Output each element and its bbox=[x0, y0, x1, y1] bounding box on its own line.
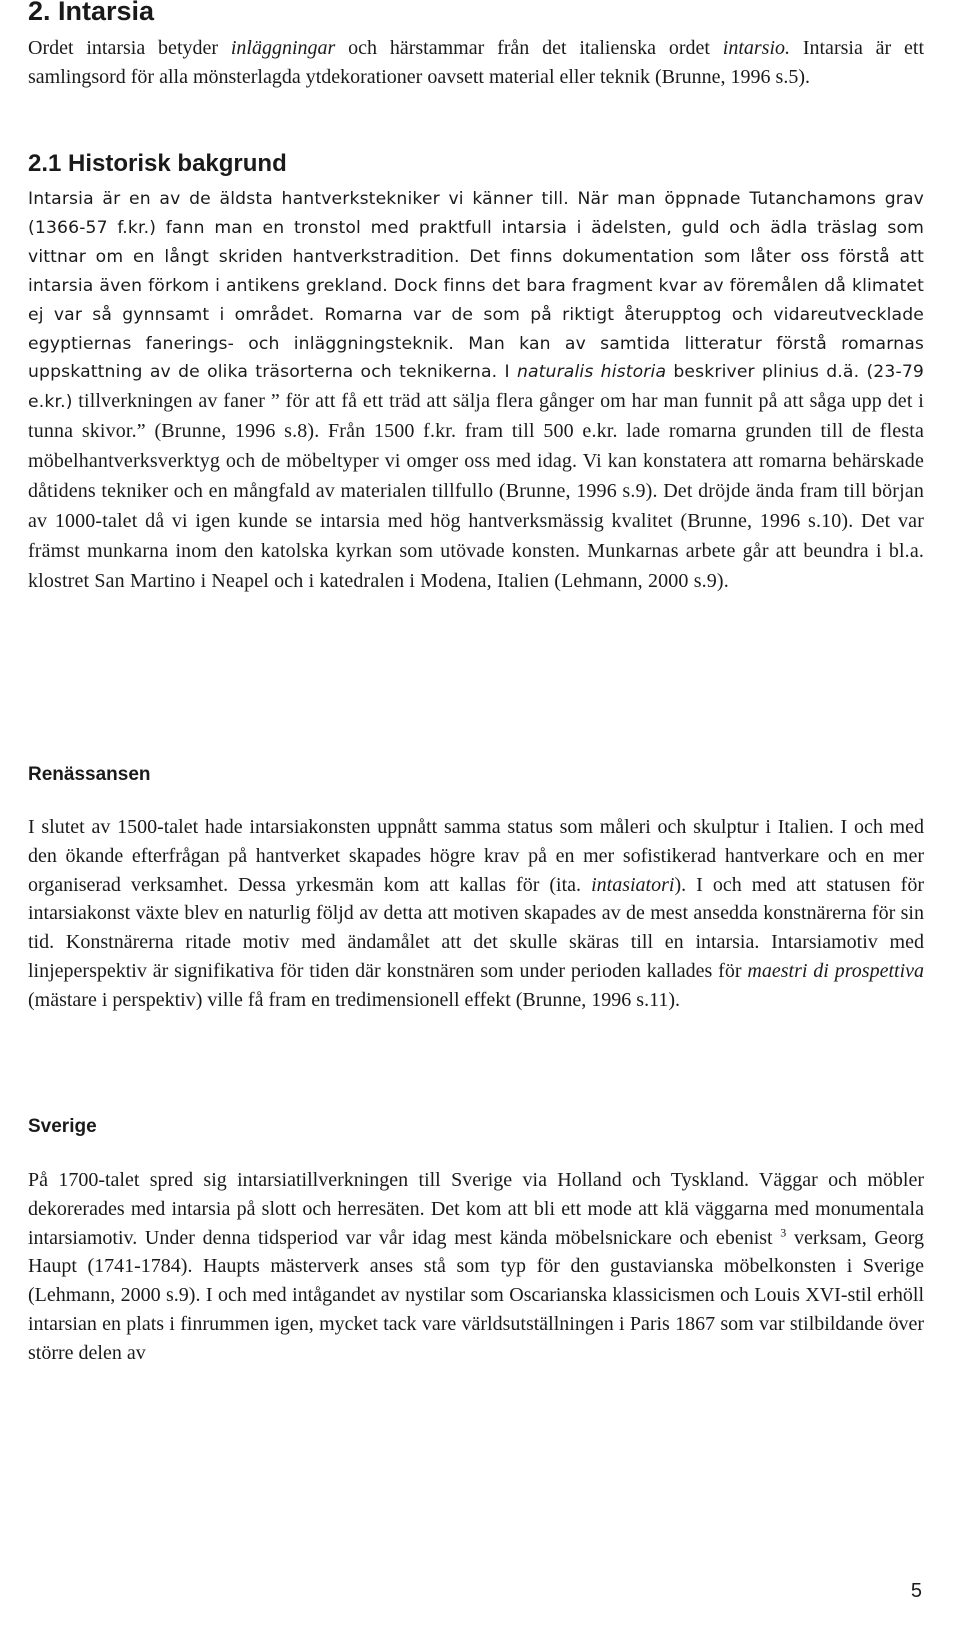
history-sans-text: Intarsia är en av de äldsta hantverkstekniker vi känner till. När man öppnade Tutanchamons grav (1366-57 f.kr.) fann man en tronstol med praktfull intarsia i ädelsten, guld och ädla träslag som vittnar om en långt skriden hantverkstradition. Det finns dokumentation som låter oss förstå att intarsia även förkom i antikens grekland. Dock finns det bara fragment kvar av föremålen då klimatet ej var så gynnsamt i området. bbox=[28, 189, 924, 325]
footnote-marker: 3 bbox=[780, 1224, 787, 1239]
intro-text-1: Ordet intarsia betyder bbox=[28, 37, 231, 59]
renassansen-heading: Renässansen bbox=[28, 764, 151, 785]
history-serif-text: tillverkningen av faner ” för att få ett träd att sälja flera gånger om har man funnit på att såga upp det i tunna skivor.” (Brunne, 1996 s.8). Från 1500 f.kr. fram till 500 e.kr. lade romarna grunden till de flesta möbelhantverksverktyg och de möbeltyper vi omger oss med idag. Vi kan konstatera att romarna behärskade dåtidens tekniker och en mångfald av materialen tillfullo (Brunne, 1996 s.9). Det dröjde ända fram till början av 1000-talet då vi igen kunde se intarsia med hög hantverksmässig kvalitet (Brunne, 1996 s.10). Det var främst munkarna inom den katolska kyrkan som utövade konsten. Munkarnas arbete går att beundra i bl.a. klostret San Martino i Neapel och i katedralen i Modena, Italien (Lehmann, 2000 s.9). bbox=[28, 390, 924, 592]
renassansen-paragraph bbox=[28, 813, 924, 1015]
renassansen-text-a: I slutet av 1500-talet hade intarsiakonsten uppnått samma status som måleri och skulptur i Italien. I och med den ökande efterfrågan på hantverket skapades högre krav på en mer sofistikerad hantverkare och en mer organiserad verksamhet. Dessa yrkesmän kom att kallas för (ita. bbox=[28, 816, 924, 896]
history-text-a: Romarna var de som på riktigt återupptog och vidareutvecklade egyptiernas fanerings- och inläggningsteknik. Man kan av samtida litteratur förstå romarnas uppskattning av de olika träsorterna och teknikerna. I bbox=[28, 304, 924, 383]
history-italic-naturalis: naturalis historia bbox=[516, 362, 667, 383]
renassansen-text-c: (mästare i perspektiv) ville få fram en tredimensionell effekt (Brunne, 1996 s.11). bbox=[28, 988, 681, 1011]
intro-text-2: och härstammar från det italienska ordet bbox=[335, 37, 723, 59]
section-heading: 2. Intarsia bbox=[28, 0, 155, 26]
renassansen-italic-maestri: maestri di prospettiva bbox=[747, 959, 924, 982]
sverige-text-a: På 1700-talet spred sig intarsiatillverkningen till Sverige via Holland och Tyskland. Väggar och möbler dekorerades med intarsia på slott och herresäten. Det kom att bli ett mode att klä väggarna med monumentala intarsiamotiv. Under denna tidsperiod var vår idag mest kända möbelsnickare och ebenist bbox=[28, 1169, 924, 1249]
sverige-paragraph bbox=[28, 1166, 924, 1368]
history-paragraph bbox=[28, 185, 924, 597]
subsection-heading: 2.1 Historisk bakgrund bbox=[28, 150, 287, 177]
intro-italic-intarsio: intarsio. bbox=[722, 37, 791, 59]
renassansen-italic-intasiatori: intasiatori bbox=[591, 873, 675, 896]
history-text-b: beskriver plinius d.ä. (23-79 e.kr.) bbox=[28, 362, 924, 413]
sverige-text-b: verksam, Georg Haupt (1741-1784). Haupts mästerverk anses stå som typ för den gustavianska möbelkonsten i Sverige (Lehmann, 2000 s.9). I och med intågandet av nystilar som Oscarianska klassicismen och Louis XVI-stil erhöll intarsian en plats i finrummen igen, mycket tack vare världsutställningen i Paris 1867 som var stilbildande över större delen av bbox=[28, 1226, 924, 1364]
page-number: 5 bbox=[910, 1580, 922, 1602]
intro-italic-inlaggningar: inläggningar bbox=[230, 37, 336, 59]
renassansen-text-b: ). I och med att statusen för intarsiakonst växte blev en naturlig följd av detta att motiven skapades av de mest ansedda konstnärerna för sin tid. Konstnärerna ritade motiv med ändamålet att det skulle skäras till en intarsia. Intarsiamotiv med linjeperspektiv är signifikativa för tiden där konstnären som under perioden kallades för bbox=[28, 873, 924, 982]
sverige-heading: Sverige bbox=[28, 1116, 97, 1137]
intro-text-3: Intarsia är ett samlingsord för alla mönsterlagda ytdekorationer oavsett material eller teknik (Brunne, 1996 s.5). bbox=[28, 37, 924, 88]
intro-paragraph bbox=[28, 34, 924, 92]
